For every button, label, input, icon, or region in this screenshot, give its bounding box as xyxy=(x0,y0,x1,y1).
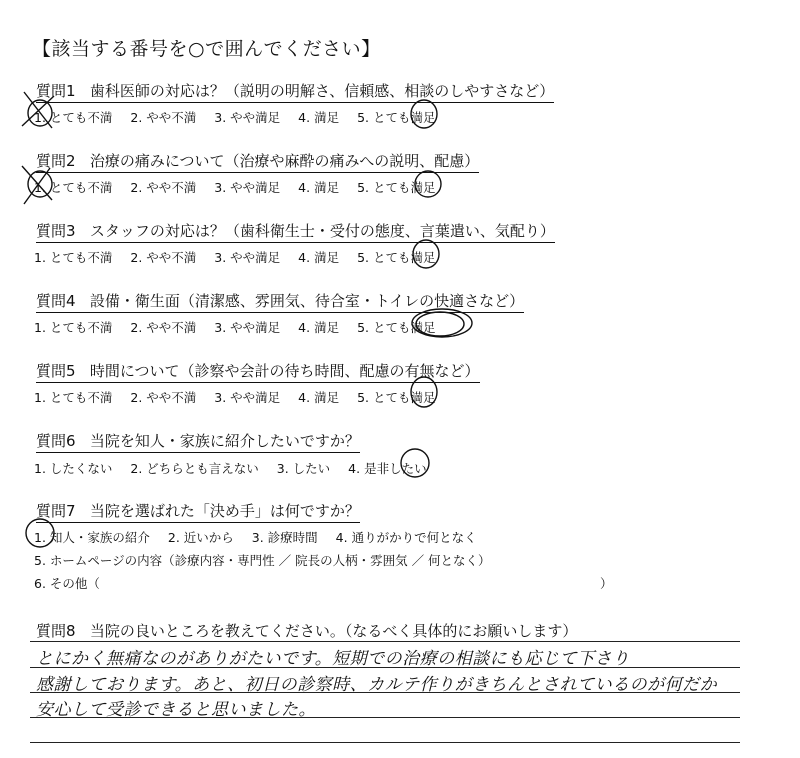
question-5-options xyxy=(34,388,449,406)
question-2-label: 質問2 xyxy=(36,152,76,170)
question-2-text: 治療の痛みについて（治療や麻酔の痛みへの説明、配慮） xyxy=(89,152,480,170)
q4-option-4[interactable]: 4. 満足 xyxy=(298,320,340,335)
q1-option-1[interactable]: 1. とても不満 xyxy=(34,110,113,125)
q7-other-close: ） xyxy=(600,576,613,591)
handwritten-answer-line-2: 感謝しております。あと、初日の診察時、カルテ作りがきちんとされているのが何だか xyxy=(36,675,718,695)
answer-line-1 xyxy=(30,641,740,642)
q6-option-3[interactable]: 3. したい xyxy=(276,461,331,476)
q3-option-1[interactable]: 1. とても不満 xyxy=(34,250,113,265)
question-5-text: 時間について（診察や会計の待ち時間、配慮の有無など） xyxy=(89,362,480,380)
q6-option-4[interactable]: 4. 是非したい xyxy=(348,461,427,476)
question-8-label: 質問8 xyxy=(36,622,76,640)
q2-option-1[interactable]: 1. とても不満 xyxy=(34,180,113,195)
handwritten-answer-line-1: とにかく無痛なのがありがたいです。短期での治療の相談にも応じて下さり xyxy=(36,649,630,669)
q2-option-3[interactable]: 3. やや満足 xyxy=(214,180,281,195)
q2-option-2[interactable]: 2. やや不満 xyxy=(130,180,197,195)
q6-option-2[interactable]: 2. どちらとも言えない xyxy=(130,461,259,476)
question-6-label: 質問6 xyxy=(36,432,76,450)
question-7-text: 当院を選ばれた「決め手」は何ですか？ xyxy=(89,502,360,520)
answer-line-5 xyxy=(30,742,740,743)
q7-option-4[interactable]: 4. 通りがかりで何となく xyxy=(335,530,477,545)
question-1-label: 質問1 xyxy=(36,82,76,100)
q7-option-3[interactable]: 3. 診療時間 xyxy=(251,530,318,545)
question-3 xyxy=(36,220,555,243)
q5-option-2[interactable]: 2. やや不満 xyxy=(130,390,197,405)
question-8 xyxy=(36,620,577,641)
q5-option-5[interactable]: 5. とても満足 xyxy=(357,390,436,405)
question-2 xyxy=(36,150,479,173)
q7-option-6-other[interactable] xyxy=(34,574,114,592)
q1-option-5[interactable]: 5. とても満足 xyxy=(357,110,436,125)
question-1-text: 歯科医師の対応は？（説明の明解さ、信頼感、相談のしやすさなど） xyxy=(89,82,555,100)
q3-option-3[interactable]: 3. やや満足 xyxy=(214,250,281,265)
q4-option-2[interactable]: 2. やや不満 xyxy=(130,320,197,335)
question-5-label: 質問5 xyxy=(36,362,76,380)
q7-other-label: 6. その他（ xyxy=(34,576,100,591)
q4-option-5[interactable]: 5. とても満足 xyxy=(357,320,436,335)
question-7-label: 質問7 xyxy=(36,502,76,520)
question-4-text: 設備・衛生面（清潔感、雰囲気、待合室・トイレの快適さなど） xyxy=(89,292,525,310)
question-5 xyxy=(36,360,480,383)
q5-option-4[interactable]: 4. 満足 xyxy=(298,390,340,405)
q2-option-5[interactable]: 5. とても満足 xyxy=(357,180,436,195)
question-2-options xyxy=(34,178,449,196)
question-3-label: 質問3 xyxy=(36,222,76,240)
question-8-text: 当院の良いところを教えてください。（なるべく具体的にお願いします） xyxy=(89,622,578,640)
question-6 xyxy=(36,430,360,453)
question-3-options xyxy=(34,248,449,266)
question-4-label: 質問4 xyxy=(36,292,76,310)
q3-option-5[interactable]: 5. とても満足 xyxy=(357,250,436,265)
question-7 xyxy=(36,500,360,523)
question-6-text: 当院を知人・家族に紹介したいですか？ xyxy=(89,432,360,450)
handwritten-answer-line-3: 安心して受診できると思いました。 xyxy=(36,700,316,720)
q4-option-3[interactable]: 3. やや満足 xyxy=(214,320,281,335)
question-6-options xyxy=(34,459,441,477)
q3-option-2[interactable]: 2. やや不満 xyxy=(130,250,197,265)
question-3-text: スタッフの対応は？（歯科衛生士・受付の態度、言葉遣い、気配り） xyxy=(89,222,555,240)
q1-option-3[interactable]: 3. やや満足 xyxy=(214,110,281,125)
q7-option-1[interactable]: 1. 知人・家族の紹介 xyxy=(34,530,150,545)
q7-option-2[interactable]: 2. 近いから xyxy=(167,530,234,545)
question-1 xyxy=(36,80,554,103)
q1-option-2[interactable]: 2. やや不満 xyxy=(130,110,197,125)
q1-option-4[interactable]: 4. 満足 xyxy=(298,110,340,125)
survey-instruction-title: 【該当する番号を○で囲んでください】 xyxy=(32,38,381,60)
q2-option-4[interactable]: 4. 満足 xyxy=(298,180,340,195)
q6-option-1[interactable]: 1. したくない xyxy=(34,461,113,476)
question-4-options xyxy=(34,318,449,336)
q7-option-5[interactable]: 5. ホームページの内容（診療内容・専門性 ／ 院長の人柄・雰囲気 ／ 何となく） xyxy=(34,553,491,568)
q4-option-1[interactable]: 1. とても不満 xyxy=(34,320,113,335)
q5-option-3[interactable]: 3. やや満足 xyxy=(214,390,281,405)
question-4 xyxy=(36,290,524,313)
q5-option-1[interactable]: 1. とても不満 xyxy=(34,390,113,405)
question-1-options xyxy=(34,108,449,126)
question-7-options xyxy=(34,528,491,546)
q3-option-4[interactable]: 4. 満足 xyxy=(298,250,340,265)
